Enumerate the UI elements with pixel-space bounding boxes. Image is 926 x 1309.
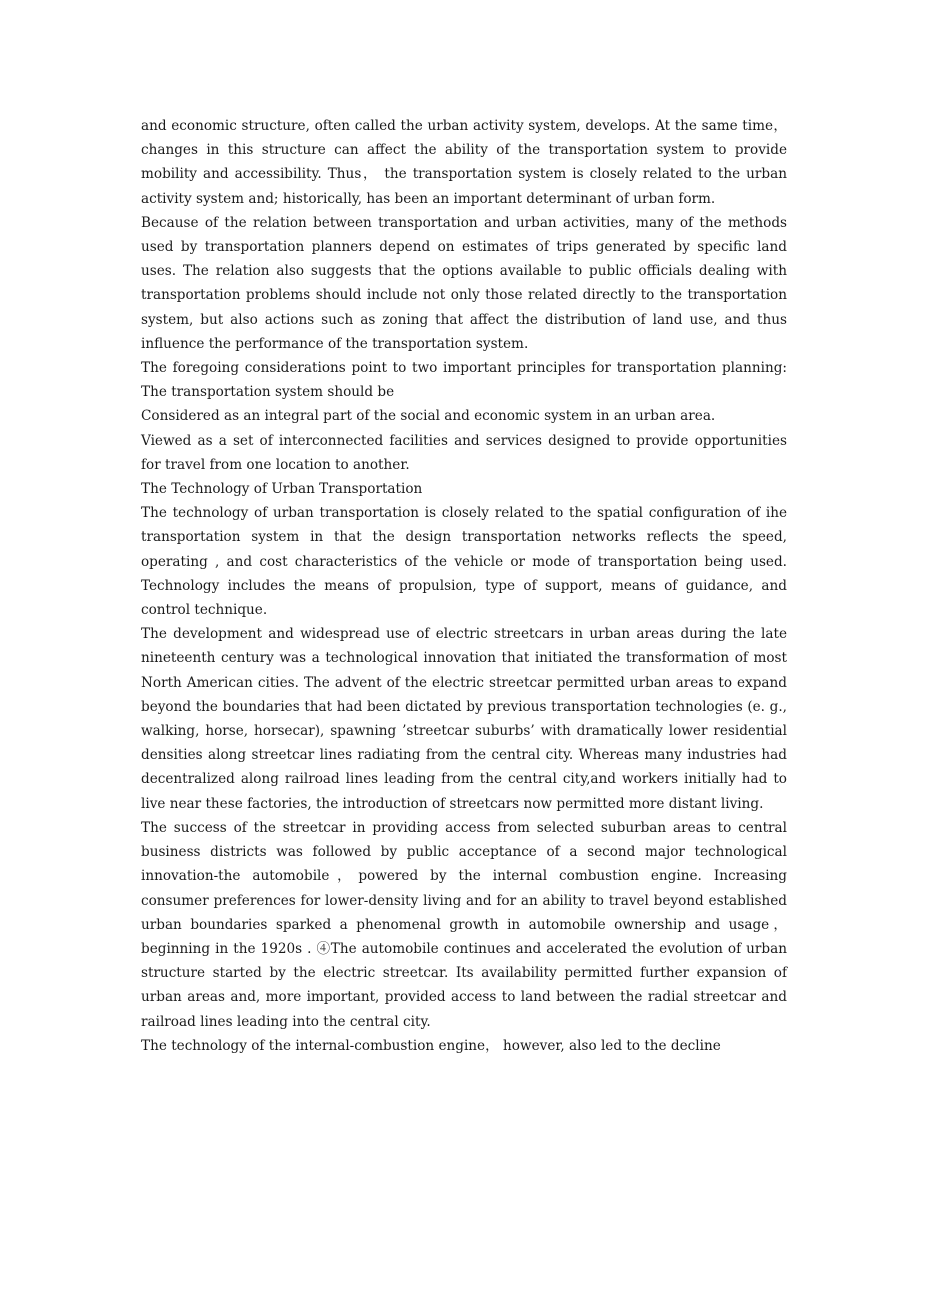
section-heading-technology: The Technology of Urban Transportation xyxy=(141,481,423,498)
paragraph-technology: The technology of urban transportation is closely related to the spatial configuration of ihe transportation system in that the design transportation networks reflects the speed, operating , and cost characteristics of the vehicle or mode of transportation being used. Technology includes the means of propulsion, type of support, means of guidance, and control technique. xyxy=(141,505,787,619)
paragraph-transportation-relation: Because of the relation between transportation and urban activities, many of the methods used by transportation planners depend on estimates of trips generated by specific land uses. The relation also suggests that the options available to public officials dealing with transportation problems should include not only those related directly to the transportation system, but also actions such as zoning that affect the distribution of land use, and thus influence the performance of the transportation system. xyxy=(141,214,787,352)
paragraph-streetcars: The development and widespread use of electric streetcars in urban areas during the late nineteenth century was a technological innovation that initiated the transformation of most North American cities. The advent of the electric streetcar permitted urban areas to expand beyond the boundaries that had been dictated by previous transportation technologies (e. g., walking, horse, horsecar), spawning ’streetcar suburbs’ with dramatically lower residential densities along streetcar lines radiating from the central city. Whereas many industries had decentralized along railroad lines leading from the central city,and workers initially had to live near these factories, the introduction of streetcars now permitted more distant living. xyxy=(141,626,787,812)
paragraph-principle-one: Considered as an integral part of the social and economic system in an urban area. xyxy=(141,408,716,425)
paragraph-urban-activity: and economic structure, often called the urban activity system, develops. At the same time， changes in this structure can affect the ability of the transportation system to provide mobility and accessibility. Thus， the transportation system is closely related to the urban activity system and; historically, has been an important determinant of urban form. xyxy=(141,118,787,207)
paragraph-internal-combustion: The technology of the internal-combustion engine， however, also led to the decline xyxy=(141,1037,721,1054)
paragraph-principles-intro: The foregoing considerations point to two important principles for transportation planning: The transportation system should be xyxy=(141,360,787,401)
paragraph-principle-two: Viewed as a set of interconnected facilities and services designed to provide opportunities for travel from one location to another. xyxy=(141,432,787,473)
body-text xyxy=(141,114,787,1058)
paragraph-automobile: The success of the streetcar in providing access from selected suburban areas to central business districts was followed by public acceptance of a second major technological innovation-the automobile，powered by the internal combustion engine. Increasing consumer preferences for lower-density living and for an ability to travel beyond established urban boundaries sparked a phenomenal growth in automobile ownership and usage， beginning in the 1920s . ④The automobile continues and accelerated the evolution of urban structure started by the electric streetcar. Its availability permitted further expansion of urban areas and, more important, provided access to land between the radial streetcar and railroad lines leading into the central city. xyxy=(141,819,787,1030)
